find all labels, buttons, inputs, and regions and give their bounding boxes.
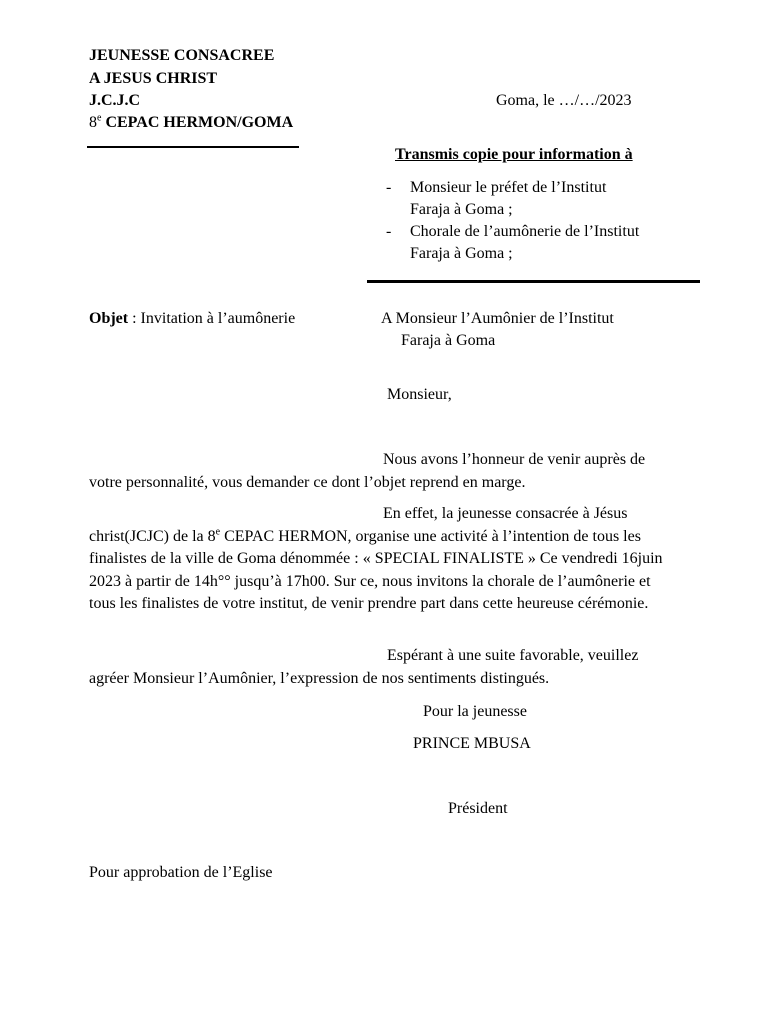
body-paragraph-1-text: Nous avons l’honneur de venir auprès de votre personnalité, vous demander ce dont l’objet reprend en marge.	[89, 451, 646, 491]
body-paragraph-3	[89, 645, 679, 690]
signature-name: PRINCE MBUSA	[413, 735, 531, 752]
sender-superscript: e	[97, 112, 102, 124]
body-paragraph-2-text: En effet, la jeunesse consacrée à Jésus christ(JCJC) de la 8	[89, 505, 628, 545]
object-label: Objet	[89, 310, 129, 327]
approval-line: Pour approbation de l’Eglise	[89, 864, 273, 881]
body-superscript: e	[215, 526, 221, 538]
sender-line-3: J.C.J.C	[89, 92, 141, 109]
recipient-line-1: A Monsieur l’Aumônier de l’Institut	[381, 310, 614, 327]
copy-item-text: Monsieur le préfet de l’Institut	[410, 179, 607, 196]
place-date: Goma, le …/…/2023	[496, 92, 632, 109]
copy-heading: Transmis copie pour information à	[395, 146, 633, 163]
copy-item-1	[386, 177, 606, 199]
sender-church: CEPAC HERMON/GOMA	[101, 114, 294, 131]
object-line	[89, 308, 295, 330]
copy-item-dash: -	[386, 179, 392, 196]
body-paragraph-1	[89, 449, 679, 494]
sender-line-2: A JESUS CHRIST	[89, 70, 218, 87]
body-paragraph-2-rest: CEPAC HERMON, organise une activité à l’intention de tous les finalistes de la ville de Goma dénommée : « SPECIAL FINALISTE » Ce vendredi 16juin 2023 à partir de 14h°° jusqu’à 17h00. Sur ce, nous invitons la chorale de l’aumônerie et tous les finalistes de votre institut, de venir prendre part dans cette heureuse cérémonie.	[89, 527, 663, 612]
copy-underline	[367, 280, 700, 283]
object-text: : Invitation à l’aumônerie	[128, 310, 296, 327]
body-paragraph-3-text: Espérant à une suite favorable, veuillez agréer Monsieur l’Aumônier, l’expression de nos sentiments distingués.	[89, 647, 639, 687]
salutation: Monsieur,	[387, 386, 452, 403]
copy-item-1-cont: Faraja à Goma ;	[410, 201, 513, 218]
sender-number: 8	[89, 114, 97, 131]
signature-title: Président	[448, 800, 508, 817]
recipient-line-2: Faraja à Goma	[401, 332, 496, 349]
sender-underline	[87, 146, 299, 148]
copy-item-text: Chorale de l’aumônerie de l’Institut	[410, 223, 640, 240]
signature-for-line: Pour la jeunesse	[423, 703, 527, 720]
sender-line-1: JEUNESSE CONSACREE	[89, 47, 275, 64]
copy-item-2-cont: Faraja à Goma ;	[410, 245, 513, 262]
copy-item-2	[386, 221, 639, 243]
body-paragraph-2	[89, 503, 679, 616]
sender-line-4	[89, 112, 293, 134]
copy-item-dash: -	[386, 223, 392, 240]
